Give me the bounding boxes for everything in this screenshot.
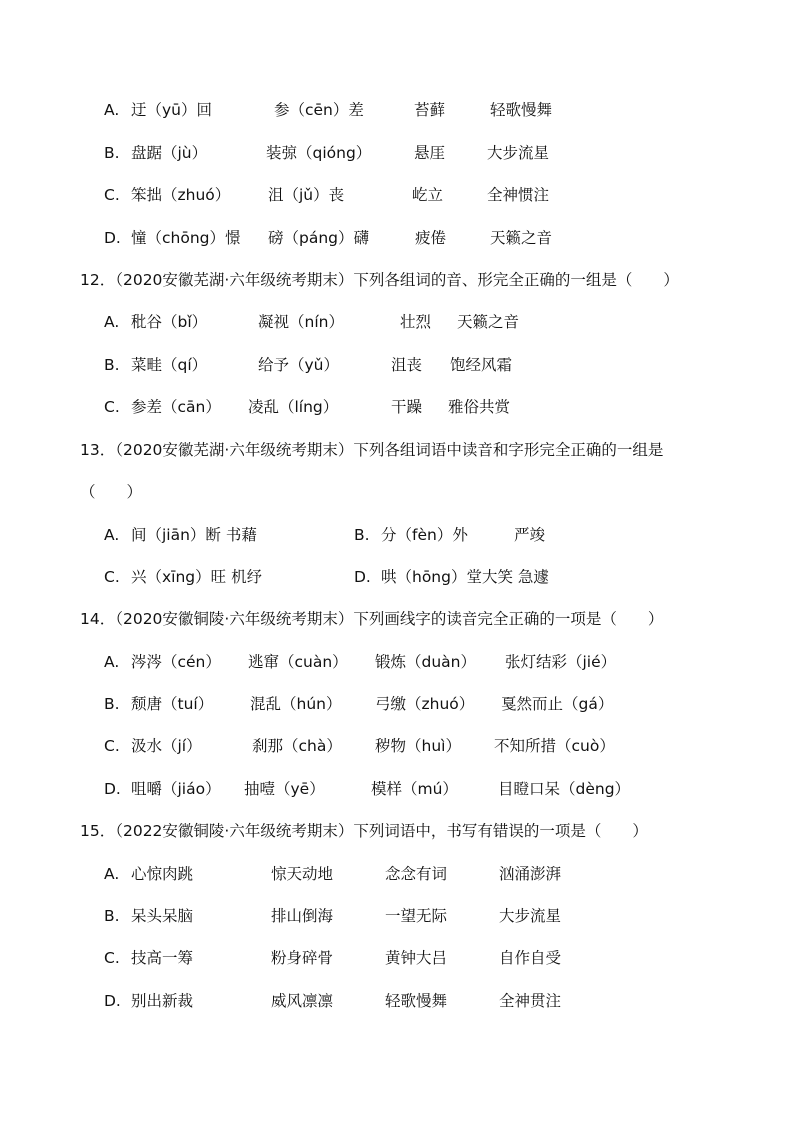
q12-stem: 12．（2020安徽芜湖·六年级统考期末）下列各组词的音、形完全正确的一组是（ ） xyxy=(80,271,679,289)
option-word: 迂（yū）回 xyxy=(131,101,212,119)
option-word: 兴（xīng）旺 机纾 xyxy=(131,568,263,586)
option-letter: A. xyxy=(104,313,120,331)
option-word: 威风凛凛 xyxy=(271,992,334,1010)
option-word: 哄（hōng）堂大笑 急遽 xyxy=(381,568,549,586)
option-word: 天籁之音 xyxy=(490,229,553,247)
option-word: 参差（cān） xyxy=(131,398,221,416)
option-word: 心惊肉跳 xyxy=(131,865,194,883)
option-word: 全神贯注 xyxy=(499,992,562,1010)
option-word: 黄钟大吕 xyxy=(385,949,448,967)
option-word: 悬厓 xyxy=(414,144,446,162)
option-letter: D. xyxy=(354,568,371,586)
option-word: 惊天动地 xyxy=(271,865,334,883)
option-letter: C. xyxy=(104,737,120,755)
option-word: 轻歌慢舞 xyxy=(385,992,448,1010)
option-word: 混乱（hún） xyxy=(250,695,342,713)
option-word: 饱经风霜 xyxy=(450,356,513,374)
option-letter: D. xyxy=(104,780,121,798)
option-word: 逃窜（cuàn） xyxy=(248,653,348,671)
option-word: 壮烈 xyxy=(400,313,432,331)
option-word: 屹立 xyxy=(412,186,444,204)
option-word: 间（jiān）断 书藉 xyxy=(131,526,257,544)
option-word: 不知所措（cuò） xyxy=(494,737,615,755)
option-word: 张灯结彩（jié） xyxy=(505,653,617,671)
option-word: 凝视（nín） xyxy=(258,313,344,331)
option-word: 戛然而止（gá） xyxy=(501,695,614,713)
q13-stem: 13．（2020安徽芜湖·六年级统考期末）下列各组词语中读音和字形完全正确的一组是 xyxy=(80,441,664,459)
option-word: 天籁之音 xyxy=(457,313,520,331)
option-letter: B. xyxy=(104,695,120,713)
option-letter: B. xyxy=(104,356,120,374)
option-word: 给予（yǔ） xyxy=(258,356,339,374)
option-word: 憧（chōng）憬 xyxy=(131,229,241,247)
option-word: 自作自受 xyxy=(499,949,562,967)
option-word: 目瞪口呆（dèng） xyxy=(498,780,631,798)
option-letter: C. xyxy=(104,398,120,416)
option-word: 呆头呆脑 xyxy=(131,907,194,925)
option-word: 菜畦（qí） xyxy=(131,356,208,374)
option-letter: C. xyxy=(104,568,120,586)
option-word: 一望无际 xyxy=(385,907,448,925)
option-word: 念念有词 xyxy=(385,865,448,883)
option-letter: D. xyxy=(104,992,121,1010)
q14-stem: 14．（2020安徽铜陵·六年级统考期末）下列画线字的读音完全正确的一项是（ ） xyxy=(80,610,664,628)
option-word: 大步流星 xyxy=(499,907,562,925)
option-word: 排山倒海 xyxy=(271,907,334,925)
option-word: 技高一筹 xyxy=(131,949,194,967)
option-word: 弓缴（zhuó） xyxy=(375,695,475,713)
option-word: 笨拙（zhuó） xyxy=(131,186,231,204)
option-letter: A. xyxy=(104,526,120,544)
option-word: 秽物（huì） xyxy=(375,737,461,755)
option-word: 全神惯注 xyxy=(487,186,550,204)
option-word: 抽噎（yē） xyxy=(244,780,325,798)
option-word: 严竣 xyxy=(514,526,546,544)
option-word: 沮丧 xyxy=(391,356,423,374)
option-letter: A. xyxy=(104,865,120,883)
option-word: 盘踞（jù） xyxy=(131,144,208,162)
option-word: 凌乱（líng） xyxy=(248,398,339,416)
q15-stem: 15．（2022安徽铜陵·六年级统考期末）下列词语中，书写有错误的一项是（ ） xyxy=(80,822,648,840)
option-word: 干躁 xyxy=(391,398,423,416)
option-letter: D. xyxy=(104,229,121,247)
option-word: 装弶（qióng） xyxy=(266,144,372,162)
option-word: 参（cēn）差 xyxy=(274,101,364,119)
option-word: 苔藓 xyxy=(414,101,446,119)
option-word: 模样（mú） xyxy=(371,780,458,798)
option-letter: C. xyxy=(104,949,120,967)
option-letter: C. xyxy=(104,186,120,204)
option-word: 分（fèn）外 xyxy=(381,526,468,544)
option-word: 秕谷（bǐ） xyxy=(131,313,208,331)
option-word: 咀嚼（jiáo） xyxy=(131,780,221,798)
option-word: 刹那（chà） xyxy=(252,737,342,755)
option-word: 汲水（jí） xyxy=(131,737,202,755)
q13-stem-bracket: （ ） xyxy=(80,483,143,501)
option-letter: B. xyxy=(354,526,370,544)
option-word: 涔涔（cén） xyxy=(131,653,221,671)
option-word: 别出新裁 xyxy=(131,992,194,1010)
option-word: 粉身碎骨 xyxy=(271,949,334,967)
option-word: 雅俗共赏 xyxy=(448,398,511,416)
option-word: 颓唐（tuí） xyxy=(131,695,214,713)
option-word: 轻歌慢舞 xyxy=(490,101,553,119)
option-letter: B. xyxy=(104,144,120,162)
option-letter: A. xyxy=(104,653,120,671)
option-word: 磅（páng）礴 xyxy=(268,229,370,247)
option-word: 大步流星 xyxy=(487,144,550,162)
option-word: 锻炼（duàn） xyxy=(375,653,476,671)
option-letter: B. xyxy=(104,907,120,925)
option-word: 沮（jǔ）丧 xyxy=(268,186,345,204)
option-word: 疲倦 xyxy=(415,229,447,247)
option-letter: A. xyxy=(104,101,120,119)
option-word: 汹涌澎湃 xyxy=(499,865,562,883)
